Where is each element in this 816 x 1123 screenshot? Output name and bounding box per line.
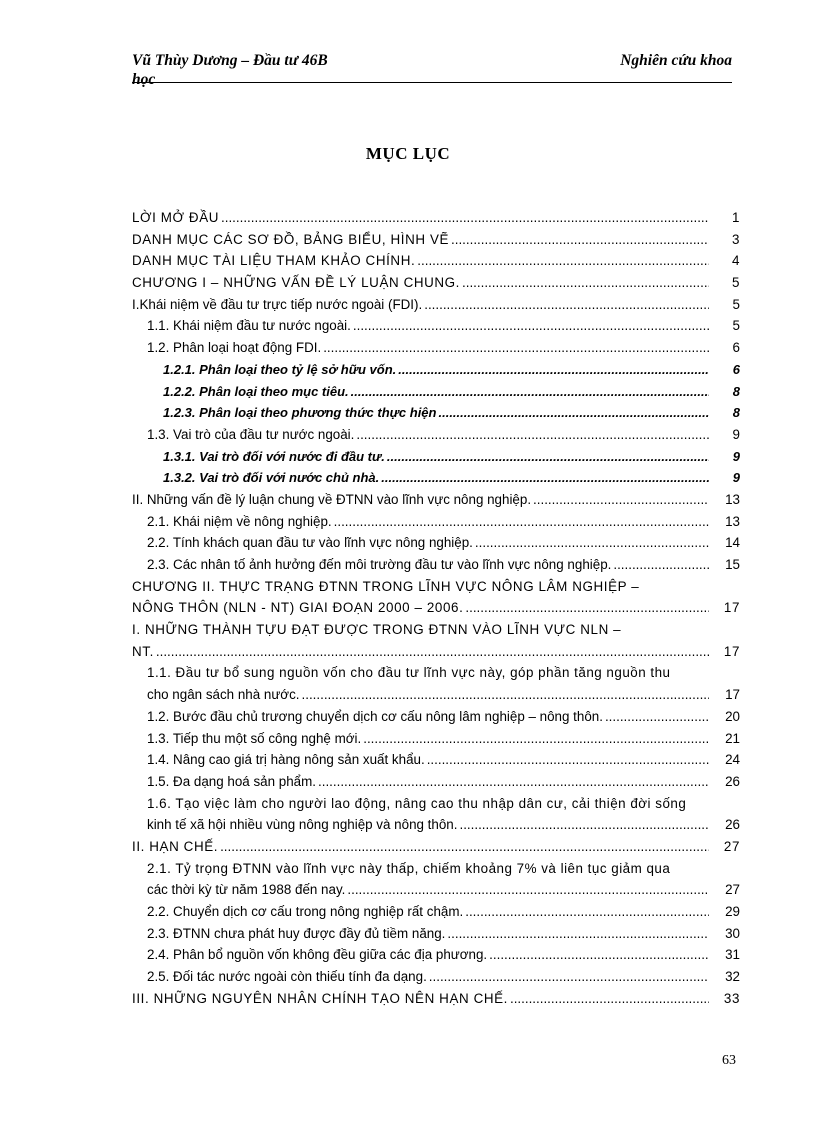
toc-leader bbox=[451, 229, 709, 251]
toc-entry-text: 1.5. Đa dạng hoá sản phẩm. bbox=[147, 773, 316, 789]
toc-entry[interactable] bbox=[132, 597, 740, 619]
toc-leader bbox=[533, 489, 709, 511]
toc-entry[interactable] bbox=[132, 467, 740, 489]
toc-entry-text: 1.6. Tạo việc làm cho người lao động, nâng cao thu nhập dân cư, cải thiện đời sống bbox=[147, 795, 687, 811]
toc-entry[interactable] bbox=[132, 511, 740, 533]
toc-leader bbox=[489, 944, 709, 966]
toc-entry-text: 1.1. Khái niệm đầu tư nước ngoài. bbox=[147, 318, 351, 334]
toc-entry-text: cho ngân sách nhà nước. bbox=[147, 687, 300, 703]
toc-entry-text: 1.3.2. Vai trò đối với nước chủ nhà. bbox=[163, 470, 380, 486]
toc-entry-text: 1.2.1. Phân loại theo tỷ lệ sở hữu vốn. bbox=[163, 361, 397, 377]
toc-entry[interactable] bbox=[132, 988, 740, 1010]
toc-entry-text: 1.3. Tiếp thu một số công nghệ mới. bbox=[147, 730, 362, 746]
toc-leader bbox=[417, 250, 709, 272]
toc-page-number: 21 bbox=[725, 730, 740, 746]
toc-entry-text: 2.3. Các nhân tố ảnh hưởng đến môi trường đầu tư vào lĩnh vực nông nghiệp. bbox=[147, 557, 612, 572]
toc-entry[interactable] bbox=[132, 381, 740, 403]
toc-page-number: 13 bbox=[725, 491, 740, 507]
toc-leader bbox=[353, 315, 709, 337]
toc-page-number: 8 bbox=[732, 405, 740, 421]
toc-entry[interactable] bbox=[132, 619, 740, 641]
toc-leader bbox=[398, 359, 709, 381]
toc-leader bbox=[429, 966, 709, 988]
toc-leader bbox=[381, 467, 709, 489]
toc-page-number: 13 bbox=[725, 513, 740, 529]
toc-entry-text: 1.2. Bước đầu chủ trương chuyển dịch cơ cấu nông lâm nghiệp – nông thôn. bbox=[147, 708, 603, 724]
table-of-contents bbox=[132, 207, 740, 1009]
toc-entry[interactable] bbox=[132, 706, 740, 728]
toc-entry[interactable] bbox=[132, 879, 740, 901]
toc-leader bbox=[465, 901, 709, 923]
toc-leader bbox=[334, 511, 709, 533]
toc-entry[interactable] bbox=[132, 662, 740, 684]
toc-entry-text: LỜI MỞ ĐẦU bbox=[132, 210, 219, 225]
toc-entry[interactable] bbox=[132, 749, 740, 771]
toc-entry[interactable] bbox=[132, 814, 740, 836]
toc-leader bbox=[221, 207, 709, 229]
toc-leader bbox=[323, 337, 709, 359]
toc-entry[interactable] bbox=[132, 424, 740, 446]
toc-entry-text: kinh tế xã hội nhiều vùng nông nghiệp và nông thôn. bbox=[147, 817, 458, 833]
toc-entry[interactable] bbox=[132, 576, 740, 598]
page-title: MỤC LỤC bbox=[365, 144, 451, 163]
toc-page-number: 3 bbox=[731, 231, 740, 247]
toc-entry[interactable] bbox=[132, 532, 740, 554]
running-header bbox=[132, 52, 732, 92]
toc-entry[interactable] bbox=[132, 901, 740, 923]
toc-entry[interactable] bbox=[132, 771, 740, 793]
toc-leader bbox=[347, 879, 709, 901]
toc-entry-text: 1.4. Nâng cao giá trị hàng nông sản xuất khẩu. bbox=[147, 752, 425, 768]
toc-entry[interactable] bbox=[132, 684, 740, 706]
toc-entry-text: CHƯƠNG II. THỰC TRẠNG ĐTNN TRONG LĨNH VỰC NÔNG LÂM NGHIỆP – bbox=[132, 578, 640, 594]
toc-entry[interactable] bbox=[132, 836, 740, 858]
toc-page-number: 5 bbox=[731, 275, 740, 291]
toc-entry[interactable] bbox=[132, 294, 740, 316]
toc-leader bbox=[613, 554, 709, 576]
toc-leader bbox=[475, 532, 709, 554]
toc-entry[interactable] bbox=[132, 315, 740, 337]
toc-page-number: 14 bbox=[725, 535, 740, 551]
page-number: 63 bbox=[722, 1053, 736, 1068]
toc-leader bbox=[156, 641, 709, 663]
toc-leader bbox=[318, 771, 709, 793]
toc-entry-text: 2.3. ĐTNN chưa phát huy được đầy đủ tiềm năng. bbox=[147, 925, 446, 941]
toc-page-number: 26 bbox=[725, 817, 740, 833]
toc-page-number: 27 bbox=[723, 838, 740, 854]
toc-entry[interactable] bbox=[132, 207, 740, 229]
toc-entry-text: 1.2. Phân loại hoạt động FDI. bbox=[147, 340, 322, 356]
toc-leader bbox=[462, 272, 709, 294]
toc-entry-text: 1.2.3. Phân loại theo phương thức thực hiện bbox=[163, 405, 437, 421]
toc-leader bbox=[438, 402, 709, 424]
toc-leader bbox=[302, 684, 710, 706]
toc-entry-text: 1.3. Vai trò của đầu tư nước ngoài. bbox=[147, 426, 355, 442]
header-rule bbox=[132, 82, 732, 83]
toc-leader bbox=[447, 923, 709, 945]
header-topic: Nghiên cứu khoa bbox=[620, 52, 732, 69]
toc-entry-text: các thời kỳ từ năm 1988 đến nay. bbox=[147, 882, 346, 898]
toc-entry[interactable] bbox=[132, 337, 740, 359]
toc-entry-text: 1.2.2. Phân loại theo mục tiêu. bbox=[163, 383, 349, 399]
toc-entry[interactable] bbox=[132, 250, 740, 272]
toc-entry-text: 2.5. Đối tác nước ngoài còn thiếu tính đa dạng. bbox=[147, 969, 427, 985]
toc-page-number: 4 bbox=[731, 253, 740, 269]
toc-entry-text: III. NHỮNG NGUYÊN NHÂN CHÍNH TẠO NÊN HẠN CHẾ. bbox=[132, 990, 508, 1006]
toc-page-number: 17 bbox=[725, 687, 740, 703]
toc-entry-text: 1.1. Đầu tư bổ sung nguồn vốn cho đầu tư lĩnh vực này, góp phần tăng nguồn thu bbox=[147, 665, 671, 681]
toc-entry[interactable] bbox=[132, 229, 740, 251]
toc-leader bbox=[605, 706, 709, 728]
toc-page-number: 17 bbox=[723, 600, 740, 616]
toc-entry[interactable] bbox=[132, 272, 740, 294]
toc-page-number: 6 bbox=[732, 361, 740, 377]
toc-entry-text: DANH MỤC CÁC SƠ ĐỒ, BẢNG BIỂU, HÌNH VẼ bbox=[132, 231, 450, 247]
toc-entry[interactable] bbox=[132, 402, 740, 424]
toc-entry-text: 2.4. Phân bổ nguồn vốn không đều giữa các địa phương. bbox=[147, 947, 488, 963]
toc-entry[interactable] bbox=[132, 858, 740, 880]
toc-page-number: 5 bbox=[732, 318, 740, 334]
toc-page-number: 29 bbox=[725, 904, 740, 919]
toc-page-number: 8 bbox=[732, 383, 740, 399]
toc-entry[interactable] bbox=[132, 554, 740, 576]
toc-entry-text: 2.2. Tính khách quan đầu tư vào lĩnh vực nông nghiệp. bbox=[147, 535, 473, 551]
toc-leader bbox=[465, 597, 709, 619]
toc-entry[interactable] bbox=[132, 489, 740, 511]
toc-page-number: 9 bbox=[732, 470, 740, 486]
toc-leader bbox=[427, 749, 709, 771]
toc-page-number: 20 bbox=[725, 708, 740, 724]
toc-page-number: 32 bbox=[725, 969, 740, 985]
toc-entry[interactable] bbox=[132, 728, 740, 750]
toc-entry-text: NÔNG THÔN (NLN - NT) GIAI ĐOẠN 2000 – 2006. bbox=[132, 600, 464, 616]
toc-page-number: 17 bbox=[723, 643, 740, 659]
toc-page-number: 1 bbox=[731, 210, 740, 225]
header-author: Vũ Thùy Dương – Đầu tư 46B bbox=[132, 52, 328, 69]
toc-entry-text: I. NHỮNG THÀNH TỰU ĐẠT ĐƯỢC TRONG ĐTNN VÀO LĨNH VỰC NLN – bbox=[132, 622, 622, 638]
toc-entry-text: II. HẠN CHẾ. bbox=[132, 838, 219, 854]
toc-entry-text: I.Khái niệm về đầu tư trực tiếp nước ngoài (FDI). bbox=[132, 296, 423, 312]
toc-page-number: 33 bbox=[723, 990, 740, 1006]
toc-leader bbox=[363, 728, 709, 750]
toc-entry-text: II. Những vấn đề lý luận chung về ĐTNN vào lĩnh vực nông nghiệp. bbox=[132, 491, 532, 507]
toc-entry[interactable] bbox=[132, 446, 740, 468]
toc-entry-text: DANH MỤC TÀI LIỆU THAM KHẢO CHÍNH. bbox=[132, 253, 416, 269]
toc-leader bbox=[220, 836, 709, 858]
toc-entry-text: 2.2. Chuyển dịch cơ cấu trong nông nghiệp rất chậm. bbox=[147, 904, 464, 919]
toc-page-number: 31 bbox=[725, 947, 740, 963]
toc-page-number: 5 bbox=[732, 296, 740, 312]
toc-page-number: 15 bbox=[725, 557, 740, 572]
toc-entry-text: 2.1. Tỷ trọng ĐTNN vào lĩnh vực này thấp, chiếm khoảng 7% và liên tục giảm qua bbox=[147, 860, 671, 876]
toc-leader bbox=[459, 814, 709, 836]
toc-entry[interactable] bbox=[132, 923, 740, 945]
toc-page-number: 30 bbox=[725, 925, 740, 941]
toc-page-number: 9 bbox=[732, 426, 740, 442]
toc-leader bbox=[387, 446, 709, 468]
toc-leader bbox=[356, 424, 709, 446]
toc-page-number: 26 bbox=[725, 773, 740, 789]
toc-page-number: 24 bbox=[725, 752, 740, 768]
toc-page-number: 9 bbox=[732, 448, 740, 464]
toc-leader bbox=[351, 381, 709, 403]
toc-entry-text: 1.3.1. Vai trò đối với nước đi đầu tư. bbox=[163, 448, 385, 464]
toc-entry-text: CHƯƠNG I – NHỮNG VẤN ĐỀ LÝ LUẬN CHUNG. bbox=[132, 275, 460, 291]
toc-entry[interactable] bbox=[132, 966, 740, 988]
toc-entry[interactable] bbox=[132, 359, 740, 381]
toc-entry-text: NT. bbox=[132, 643, 154, 659]
header-topic-continuation: học bbox=[132, 71, 156, 88]
toc-entry[interactable] bbox=[132, 641, 740, 663]
toc-entry-text: 2.1. Khái niệm về nông nghiệp. bbox=[147, 513, 332, 529]
toc-page-number: 27 bbox=[725, 882, 740, 898]
toc-leader bbox=[510, 988, 709, 1010]
toc-entry[interactable] bbox=[132, 793, 740, 815]
toc-page-number: 6 bbox=[732, 340, 740, 356]
toc-entry[interactable] bbox=[132, 944, 740, 966]
toc-leader bbox=[424, 294, 709, 316]
